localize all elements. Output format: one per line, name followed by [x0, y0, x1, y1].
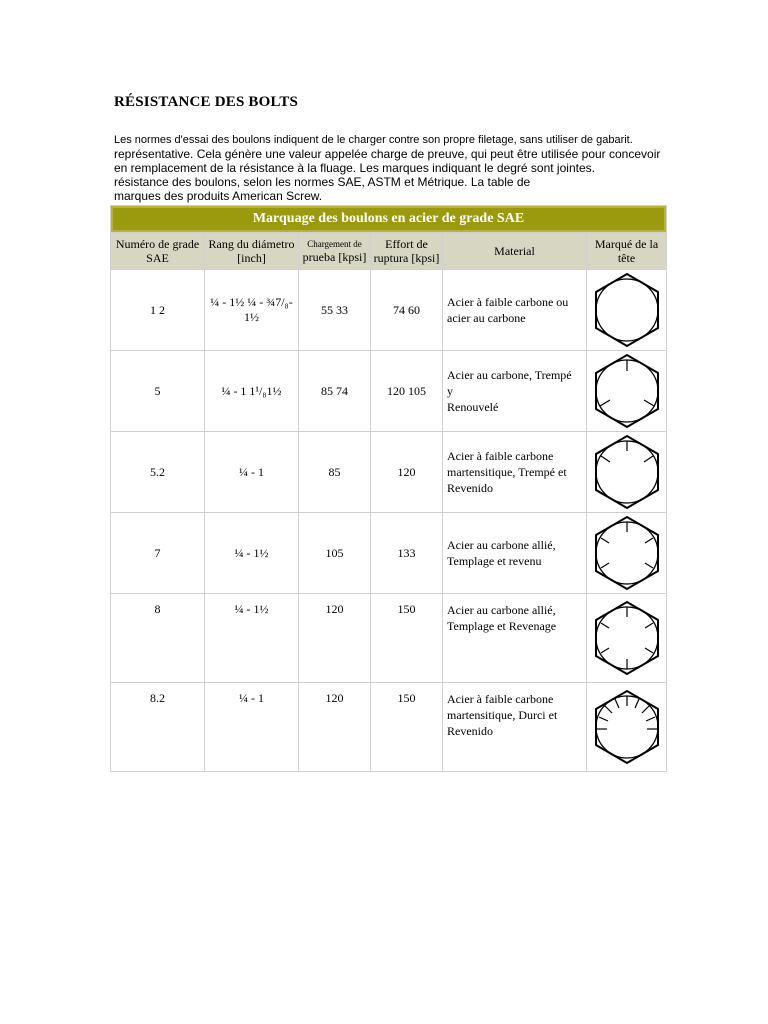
hex-head-6-radial-lines-icon — [592, 600, 662, 676]
cell-grade: 5 — [111, 351, 205, 432]
header-proof-label: prueba [kpsi] — [302, 249, 367, 264]
table-row — [111, 683, 667, 772]
cell-mark — [587, 270, 667, 351]
cell-material — [443, 683, 587, 772]
cell-proof: 55 33 — [299, 270, 371, 351]
intro-line: Les normes d'essai des boulons indiquent de le charger contre son propre filetage, sans utiliser de gabarit. — [114, 134, 633, 146]
table-banner: Marquage des boulons en acier de grade SAE — [111, 206, 667, 233]
cell-grade: 8.2 — [111, 683, 205, 772]
material-line: acier au carbone — [447, 311, 526, 325]
intro-paragraph — [114, 133, 684, 203]
material-line: martensitique, Durci et — [447, 708, 558, 722]
material-line: Acier au carbone allié, — [447, 603, 556, 617]
cell-material — [443, 594, 587, 683]
cell-range: ¼ - 1 — [205, 683, 299, 772]
cell-mark — [587, 351, 667, 432]
header-tensile: Effort de ruptura [kpsi] — [371, 233, 443, 270]
material-line: Acier à faible carbone ou — [447, 295, 569, 309]
cell-tensile: 150 — [371, 594, 443, 683]
hex-head-plain-icon — [592, 272, 662, 348]
hex-head-5-radial-lines-icon — [592, 515, 662, 591]
material-line: Templage et Revenage — [447, 619, 557, 633]
material-line: Acier au carbone allié, — [447, 538, 556, 552]
cell-material — [443, 351, 587, 432]
cell-range: ¼ - 1 1¹/₈1½ — [205, 351, 299, 432]
material-line: Renouvelé — [447, 400, 499, 414]
cell-tensile: 120 — [371, 432, 443, 513]
material-line: martensitique, Trempé et — [447, 465, 567, 479]
cell-mark — [587, 594, 667, 683]
cell-grade: 7 — [111, 513, 205, 594]
bolt-grade-table — [110, 205, 667, 772]
cell-range: ¼ - 1½ — [205, 594, 299, 683]
header-proof-small: Chargement de — [307, 238, 362, 249]
table-row — [111, 351, 667, 432]
cell-range: ¼ - 1½ ¼ - ¾7/₈- 1½ — [205, 270, 299, 351]
header-proof — [299, 233, 371, 270]
cell-tensile: 120 105 — [371, 351, 443, 432]
intro-line: marques des produits American Screw. — [114, 189, 323, 203]
material-line: Templage et revenu — [447, 554, 542, 568]
cell-proof: 120 — [299, 594, 371, 683]
cell-mark — [587, 683, 667, 772]
material-line: y — [447, 384, 453, 398]
cell-tensile: 74 60 — [371, 270, 443, 351]
cell-tensile: 133 — [371, 513, 443, 594]
material-line: Revenido — [447, 481, 493, 495]
intro-line: résistance des boulons, selon les normes SAE, ASTM et Métrique. La table de — [114, 175, 531, 189]
header-grade: Numéro de grade SAE — [111, 233, 205, 270]
cell-grade: 1 2 — [111, 270, 205, 351]
intro-line: représentative. Cela génère une valeur appelée charge de preuve, qui peut être utilisée pour concevoir — [114, 147, 661, 161]
hex-head-3-radial-lines-icon — [592, 353, 662, 429]
cell-mark — [587, 513, 667, 594]
intro-line: en remplacement de la résistance à la fluage. Les marques indiquant le degré sont jointes. — [114, 161, 595, 175]
table-row — [111, 513, 667, 594]
material-line: Acier à faible carbone — [447, 449, 554, 463]
cell-material — [443, 513, 587, 594]
material-line: Acier au carbone, Trempé — [447, 368, 572, 382]
material-line: Acier à faible carbone — [447, 692, 554, 706]
hex-head-3-slanted-lines-icon — [592, 434, 662, 510]
material-line: Revenido — [447, 724, 493, 738]
cell-range: ¼ - 1 — [205, 432, 299, 513]
header-mark: Marqué de la tête — [587, 233, 667, 270]
cell-mark — [587, 432, 667, 513]
cell-material — [443, 432, 587, 513]
cell-grade: 8 — [111, 594, 205, 683]
cell-proof: 120 — [299, 683, 371, 772]
cell-proof: 85 — [299, 432, 371, 513]
table-row — [111, 432, 667, 513]
table-row — [111, 594, 667, 683]
cell-grade: 5.2 — [111, 432, 205, 513]
cell-range: ¼ - 1½ — [205, 513, 299, 594]
cell-proof: 85 74 — [299, 351, 371, 432]
page-title: RÉSISTANCE DES BOLTS — [114, 94, 299, 110]
table-row — [111, 270, 667, 351]
cell-tensile: 150 — [371, 683, 443, 772]
hex-head-sunburst-icon — [592, 689, 662, 765]
header-material: Material — [443, 233, 587, 270]
cell-material — [443, 270, 587, 351]
header-range: Rang du diámetro [inch] — [205, 233, 299, 270]
cell-proof: 105 — [299, 513, 371, 594]
